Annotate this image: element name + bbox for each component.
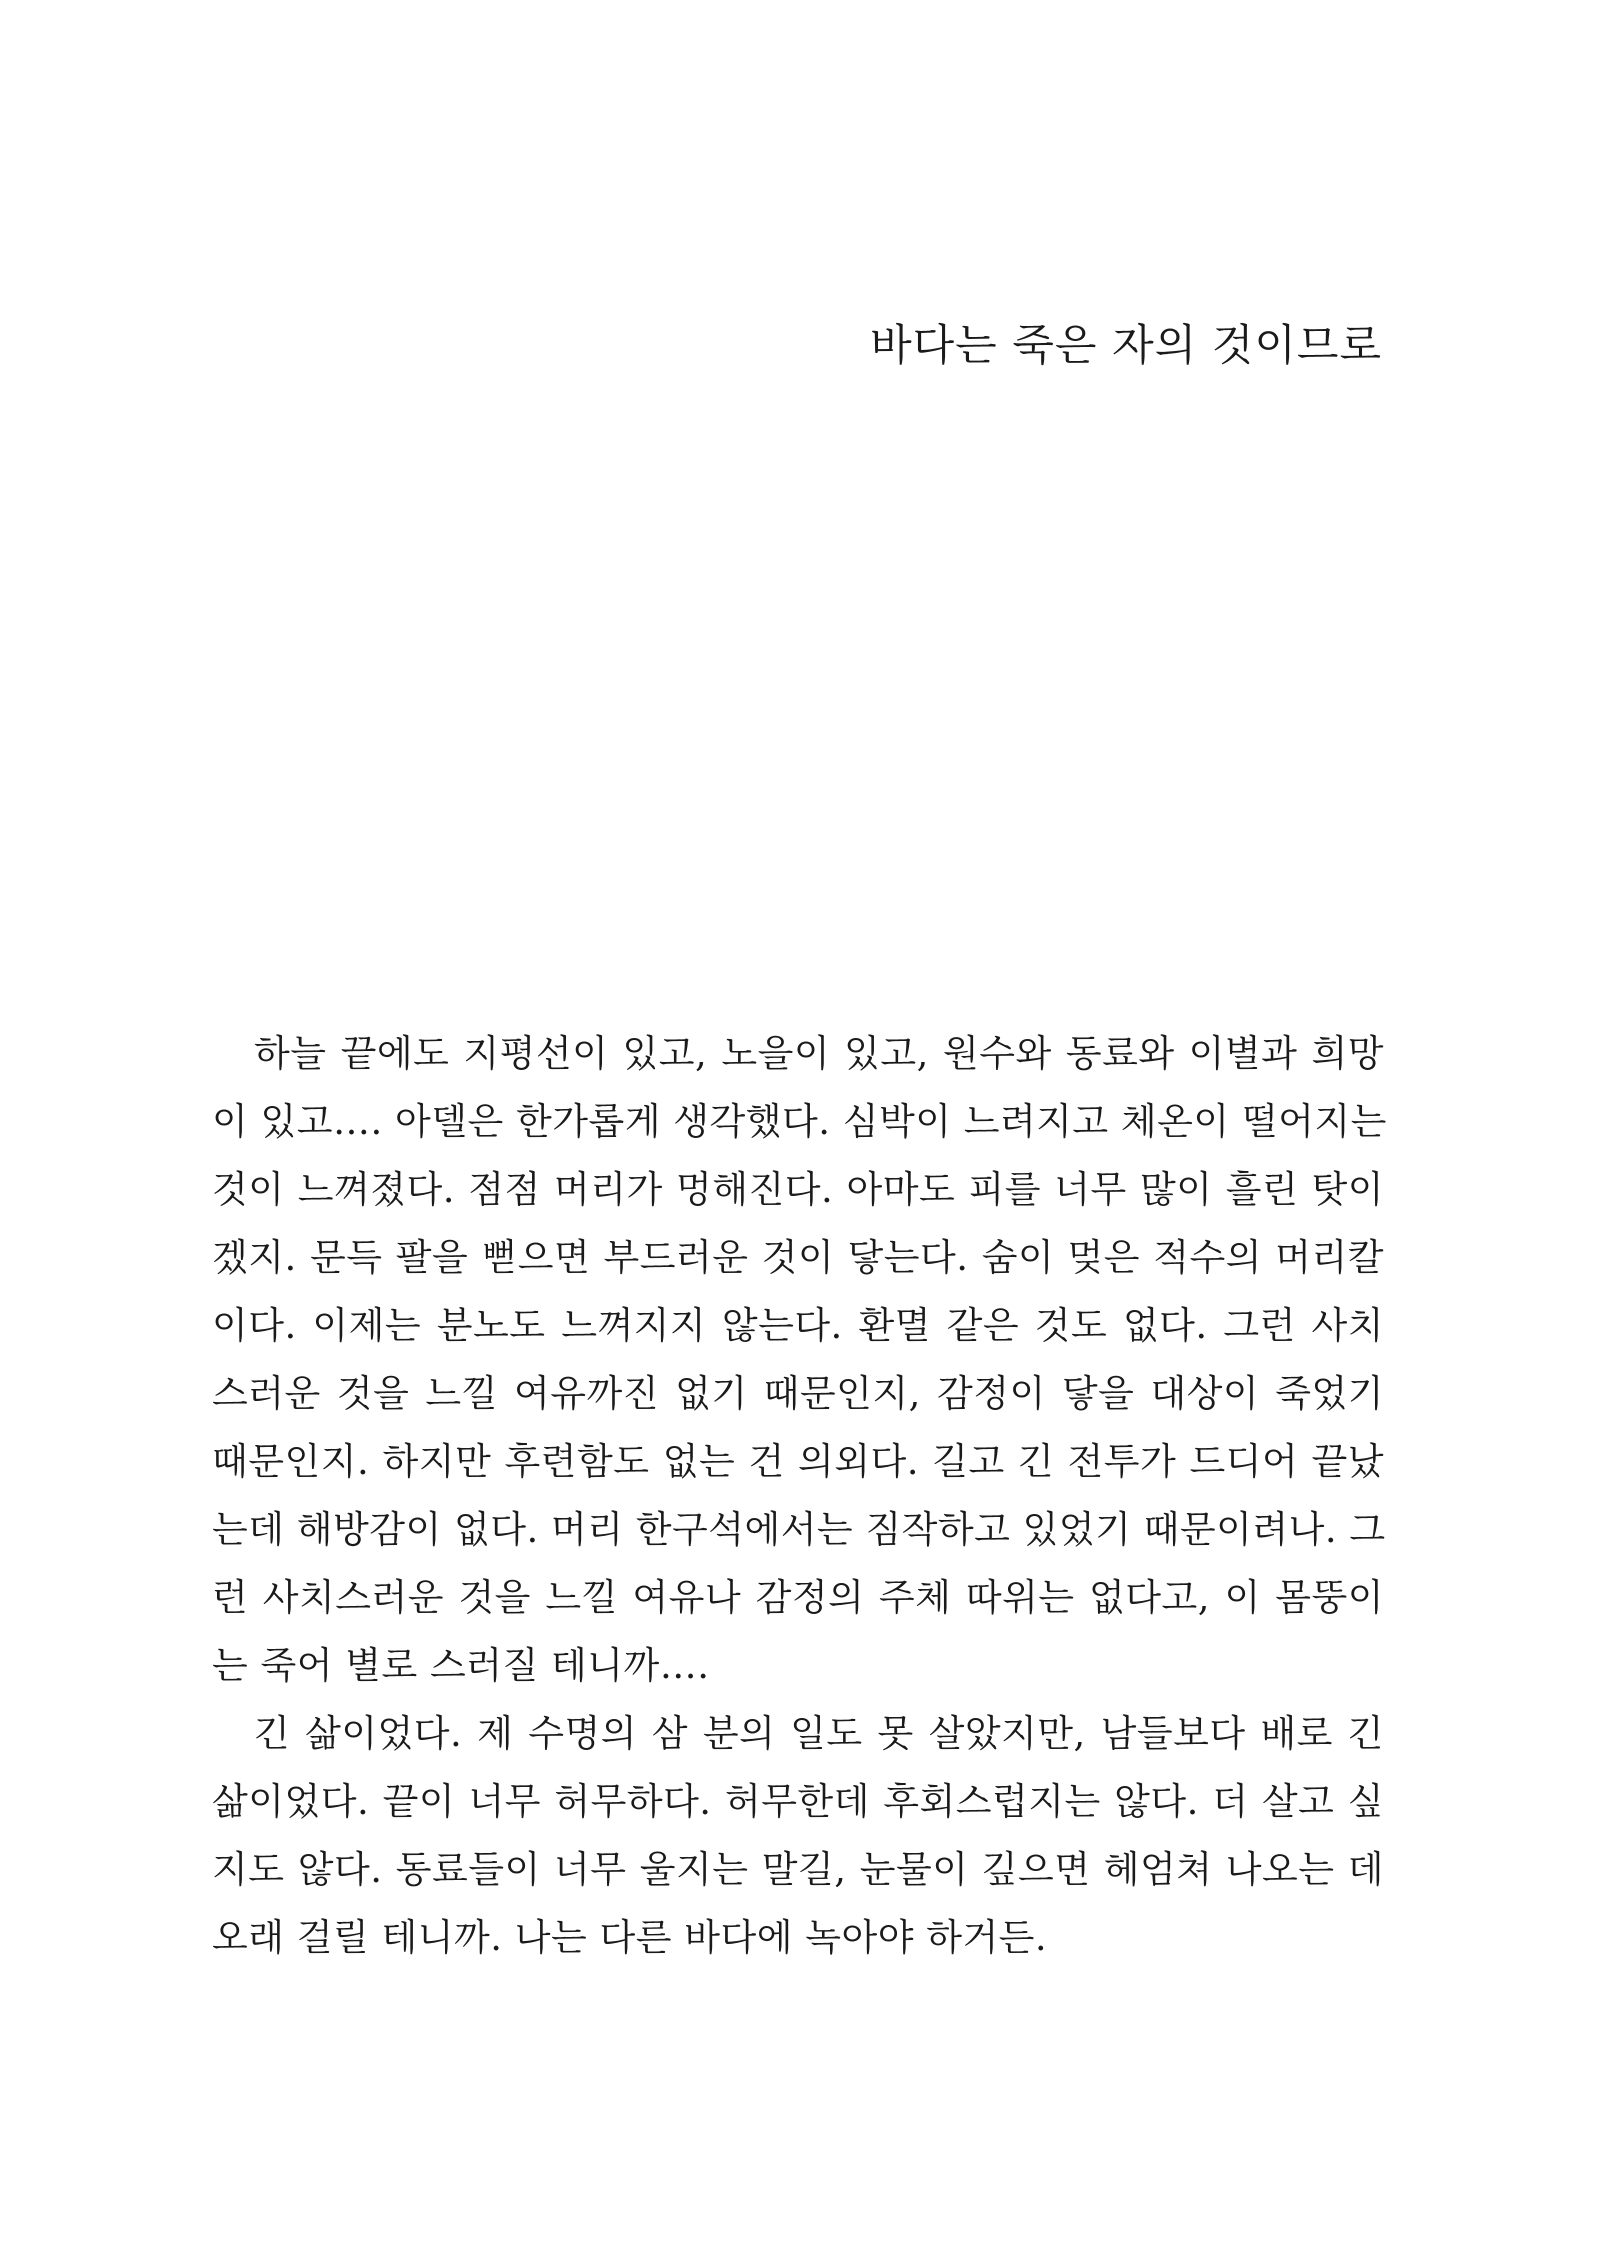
page-title: 바다는 죽은 자의 것이므로 [870,321,1382,371]
text-line: 겠지. 문득 팔을 뻗으면 부드러운 것이 닿는다. 숨이 멎은 적수의 머리칼 [212,1236,1384,1279]
text-line: 스러운 것을 느낄 여유까진 없기 때문인지, 감정이 닿을 대상이 죽었기 [212,1372,1384,1415]
text-line: 하늘 끝에도 지평선이 있고, 노을이 있고, 원수와 동료와 이별과 희망 [254,1032,1384,1075]
text-line: 삶이었다. 끝이 너무 허무하다. 허무한데 후회스럽지는 않다. 더 살고 싶 [212,1780,1384,1823]
text-line: 런 사치스러운 것을 느낄 여유나 감정의 주체 따위는 없다고, 이 몸뚱이 [212,1576,1384,1619]
text-line: 는 죽어 별로 스러질 테니까…. [212,1644,710,1687]
text-line: 때문인지. 하지만 후련함도 없는 건 의외다. 길고 긴 전투가 드디어 끝났 [212,1440,1384,1483]
text-line: 이 있고…. 아델은 한가롭게 생각했다. 심박이 느려지고 체온이 떨어지는 [212,1100,1387,1143]
body-text [212,1020,1387,1972]
text-line: 것이 느껴졌다. 점점 머리가 멍해진다. 아마도 피를 너무 많이 흘린 탓이 [212,1168,1384,1211]
text-line: 는데 해방감이 없다. 머리 한구석에서는 짐작하고 있었기 때문이려나. 그 [212,1508,1386,1551]
text-line: 이다. 이제는 분노도 느껴지지 않는다. 환멸 같은 것도 없다. 그런 사치 [212,1304,1384,1347]
text-line: 지도 않다. 동료들이 너무 울지는 말길, 눈물이 깊으면 헤엄쳐 나오는 데 [212,1848,1384,1891]
text-line: 긴 삶이었다. 제 수명의 삼 분의 일도 못 살았지만, 남들보다 배로 긴 [254,1712,1384,1755]
text-line: 오래 걸릴 테니까. 나는 다른 바다에 녹아야 하거든. [212,1916,1048,1959]
